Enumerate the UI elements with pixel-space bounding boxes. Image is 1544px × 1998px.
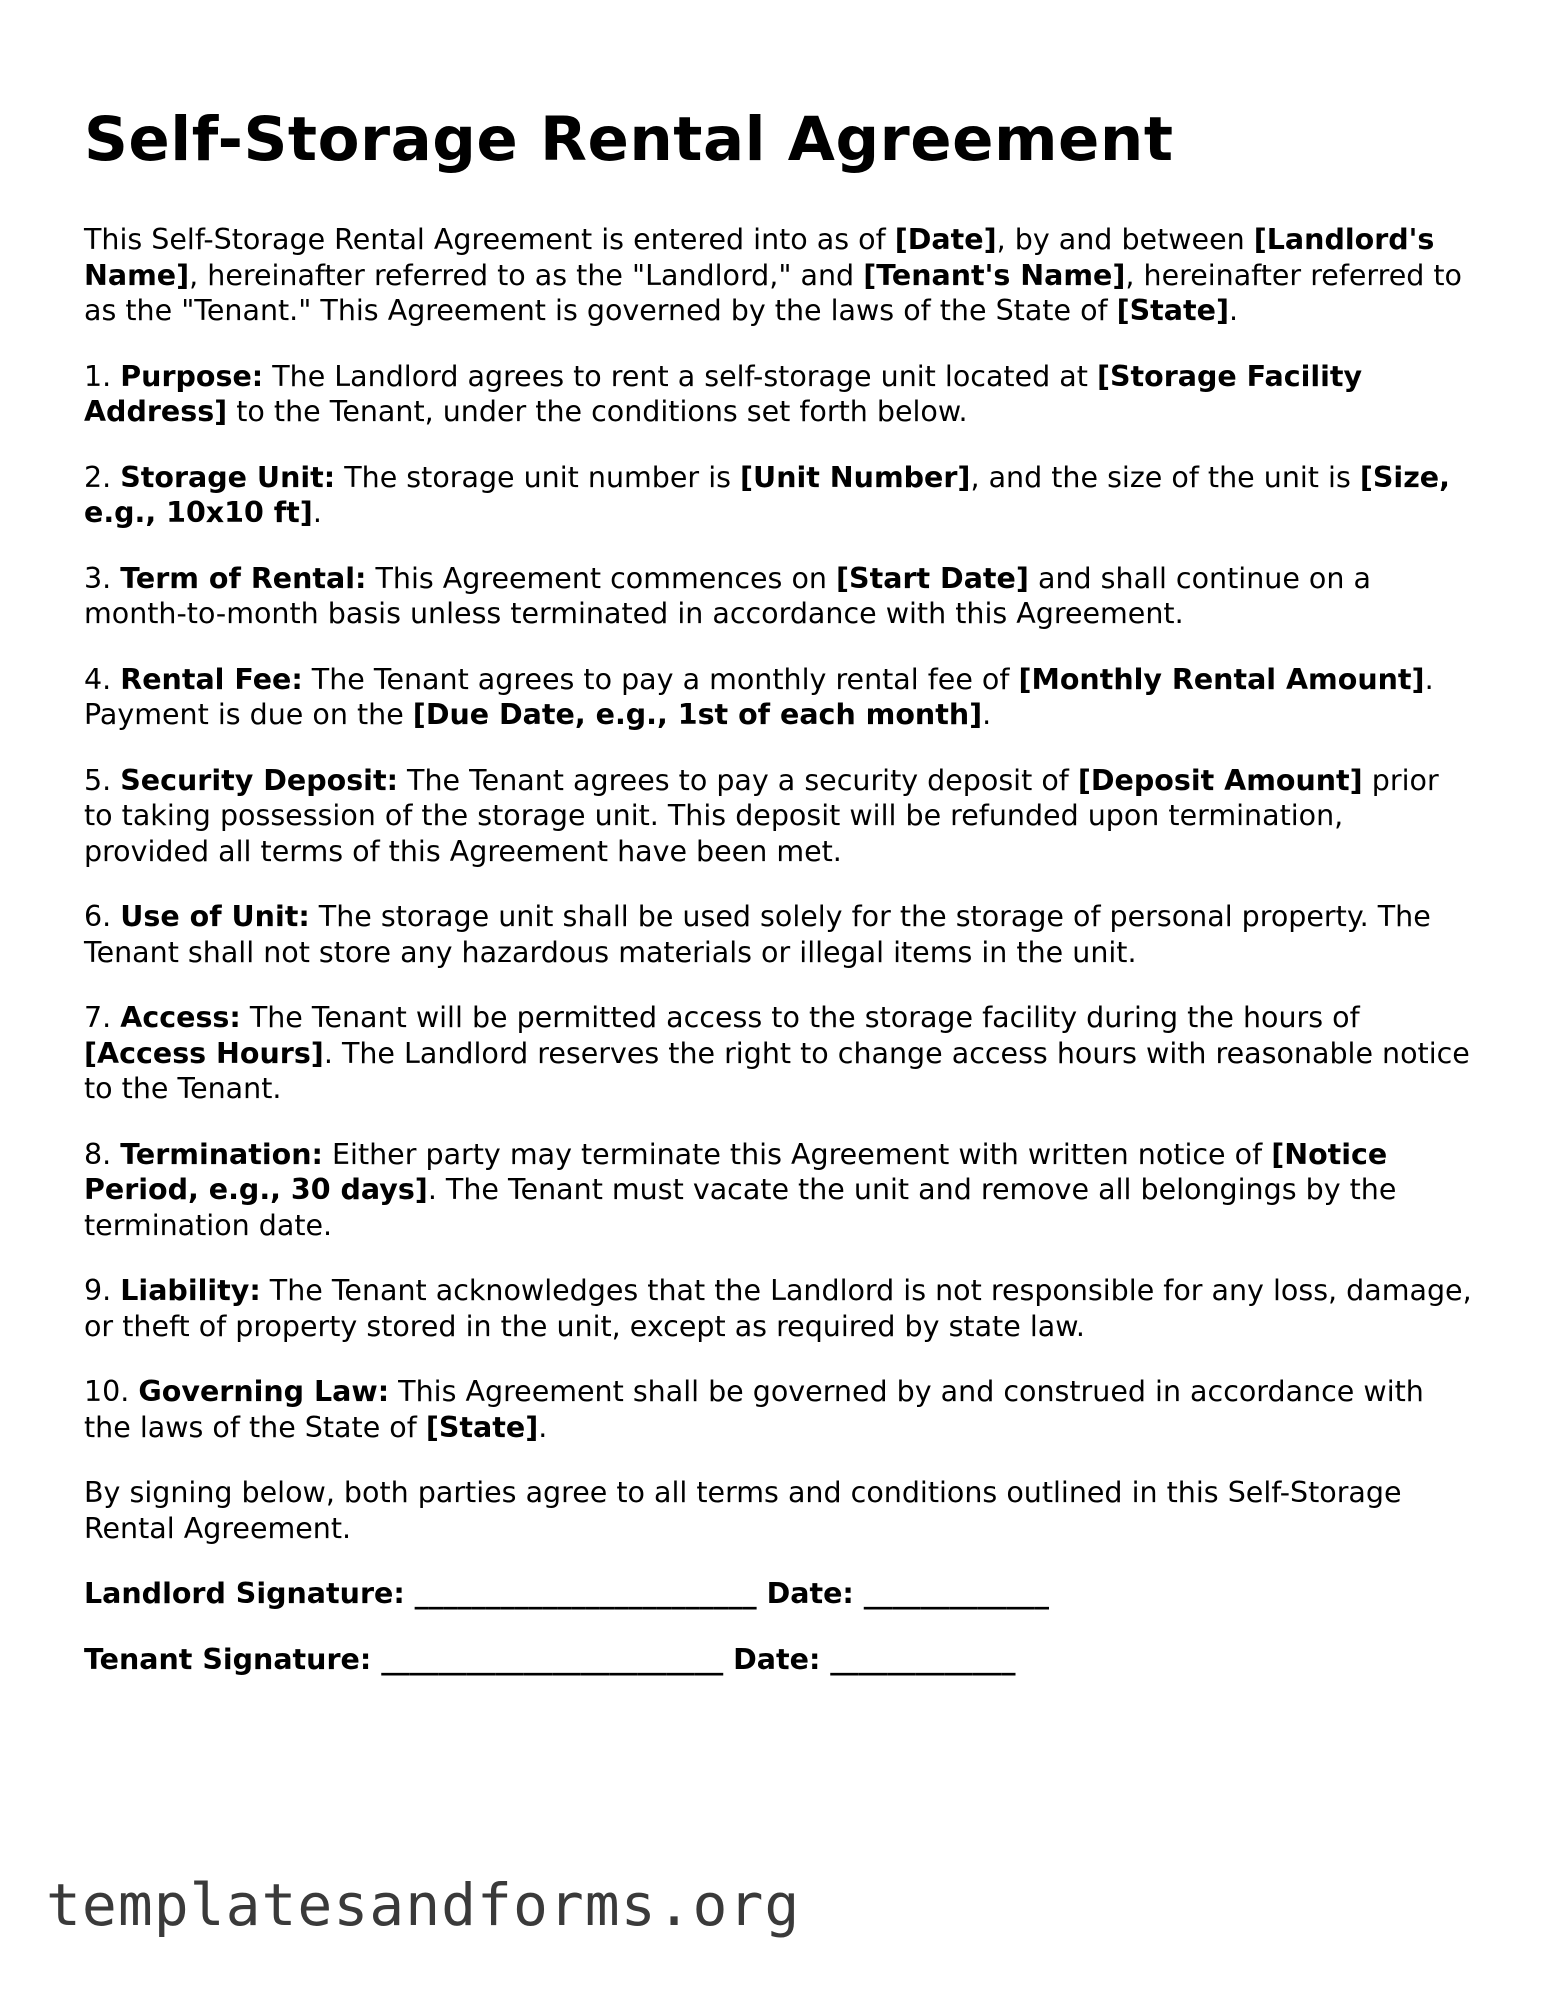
text-run: This Agreement commences on — [366, 561, 837, 595]
clause-number: 8. — [84, 1137, 121, 1171]
clause-number: 9. — [84, 1274, 121, 1307]
document-title: Self-Storage Rental Agreement — [84, 104, 1174, 175]
clause-heading: Rental Fee: — [120, 662, 303, 696]
text-run: , and the size of the unit is — [970, 460, 1360, 494]
clause-item — [84, 1273, 1474, 1344]
text-run: This Self-Storage Rental Agreement is entered into as of — [84, 223, 895, 256]
text-run: Either party may terminate this Agreement with written notice of — [322, 1137, 1272, 1171]
placeholder-field: [Size, e.g., 10x10 ft] — [84, 460, 1450, 529]
clause-heading: Use of Unit: — [120, 900, 310, 933]
placeholder-field: [State] — [425, 1410, 539, 1444]
placeholder-field: [Storage Facility Address] — [84, 359, 1363, 428]
clause-number: 4. — [84, 662, 121, 696]
date-label: Date: — [756, 1577, 864, 1610]
tenant-signature-line — [84, 1642, 1474, 1678]
intro-paragraph — [84, 222, 1474, 329]
clause-item — [84, 899, 1474, 970]
placeholder-field: [Unit Number] — [740, 460, 971, 494]
date-label: Date: — [723, 1642, 831, 1676]
landlord-signature-line — [84, 1576, 1474, 1612]
clause-number: 7. — [84, 1001, 121, 1034]
clause-heading: Liability: — [120, 1274, 261, 1307]
clause-item — [84, 763, 1474, 870]
clause-heading: Storage Unit: — [120, 460, 336, 494]
signature-blank: ________________________ — [381, 1642, 724, 1676]
clause-number: 1. — [84, 359, 121, 393]
text-run: , hereinafter referred to as the "Tenant." This Agreement is governed by the laws of the State of — [84, 258, 1462, 327]
clause-heading: Term of Rental: — [120, 561, 367, 595]
clause-number: 2. — [84, 460, 121, 494]
watermark-text: templatesandforms.org — [46, 1871, 801, 1939]
clause-item — [84, 561, 1474, 632]
text-run: This Agreement shall be governed by and construed in accordance with the laws of the State of — [84, 1375, 1424, 1444]
text-run: , by and between — [996, 223, 1254, 256]
text-run: . — [982, 698, 992, 731]
text-run: . The Tenant must vacate the unit and remove all belongings by the termination date. — [84, 1173, 1397, 1242]
clause-item — [84, 460, 1474, 531]
signature-blank: ________________________ — [414, 1577, 757, 1610]
placeholder-field: [Due Date, e.g., 1st of each month] — [412, 698, 983, 731]
placeholder-field: [Notice Period, e.g., 30 days] — [84, 1137, 1388, 1206]
date-blank: _____________ — [863, 1577, 1049, 1610]
clause-item — [84, 1374, 1474, 1445]
clause-number: 5. — [84, 763, 121, 797]
text-run: The storage unit number is — [335, 460, 741, 494]
clause-item — [84, 1137, 1474, 1244]
clause-heading: Termination: — [120, 1137, 323, 1171]
text-run: The Tenant acknowledges that the Landlord is not responsible for any loss, damage, or theft of property stored in the unit, except as required by state law. — [84, 1274, 1472, 1343]
placeholder-field: [State] — [1116, 294, 1229, 327]
text-run: The Tenant agrees to pay a security deposit of — [397, 763, 1078, 797]
text-run: . The Landlord reserves the right to change access hours with reasonable notice to the Tenant. — [84, 1036, 1470, 1105]
clause-heading: Security Deposit: — [120, 763, 398, 797]
text-run: . — [1229, 294, 1239, 327]
text-run: . — [538, 1410, 548, 1444]
clause-heading: Access: — [120, 1001, 241, 1034]
text-run: The Tenant will be permitted access to the storage facility during the hours of — [240, 1001, 1360, 1034]
placeholder-field: [Monthly Rental Amount] — [1018, 662, 1425, 696]
clause-number: 6. — [84, 900, 121, 933]
clause-item — [84, 359, 1474, 430]
text-run: The Landlord agrees to rent a self-storage unit located at — [263, 359, 1097, 393]
clause-list — [84, 359, 1474, 1446]
placeholder-field: [Access Hours] — [84, 1036, 324, 1070]
clause-number: 10. — [84, 1375, 139, 1408]
closing-statement: By signing below, both parties agree to all terms and conditions outlined in this Self-Storage Rental Agreement. — [84, 1476, 1402, 1545]
date-blank: _____________ — [830, 1642, 1016, 1676]
text-run: , hereinafter referred to as the "Landlord," and — [189, 258, 864, 292]
text-run: The storage unit shall be used solely for the storage of personal property. The Tenant shall not store any hazardous materials or illegal items in the unit. — [84, 900, 1431, 969]
text-run: prior to taking possession of the storage unit. This deposit will be refunded upon termination, provided all terms of this Agreement have been met. — [84, 763, 1439, 868]
text-run: . Payment is due on the — [84, 662, 1434, 731]
clause-item — [84, 662, 1474, 733]
placeholder-field: [Deposit Amount] — [1077, 763, 1363, 797]
signature-label: Tenant Signature: — [84, 1642, 382, 1676]
placeholder-field: [Start Date] — [836, 561, 1029, 595]
placeholder-field: [Tenant's Name] — [863, 258, 1126, 292]
placeholder-field: [Date] — [894, 223, 997, 256]
clause-number: 3. — [84, 561, 121, 595]
clause-heading: Governing Law: — [138, 1375, 390, 1408]
text-run: and shall continue on a month-to-month basis unless terminated in accordance with this Agreement. — [84, 561, 1371, 630]
signature-label: Landlord Signature: — [84, 1577, 415, 1610]
text-run: to the Tenant, under the conditions set forth below. — [227, 395, 968, 428]
text-run: . — [312, 496, 322, 529]
clause-heading: Purpose: — [120, 359, 264, 393]
text-run: The Tenant agrees to pay a monthly rental fee of — [302, 662, 1019, 696]
placeholder-field: [Landlord's Name] — [84, 223, 1435, 292]
document-page — [84, 100, 1474, 1677]
clause-item — [84, 1000, 1474, 1107]
